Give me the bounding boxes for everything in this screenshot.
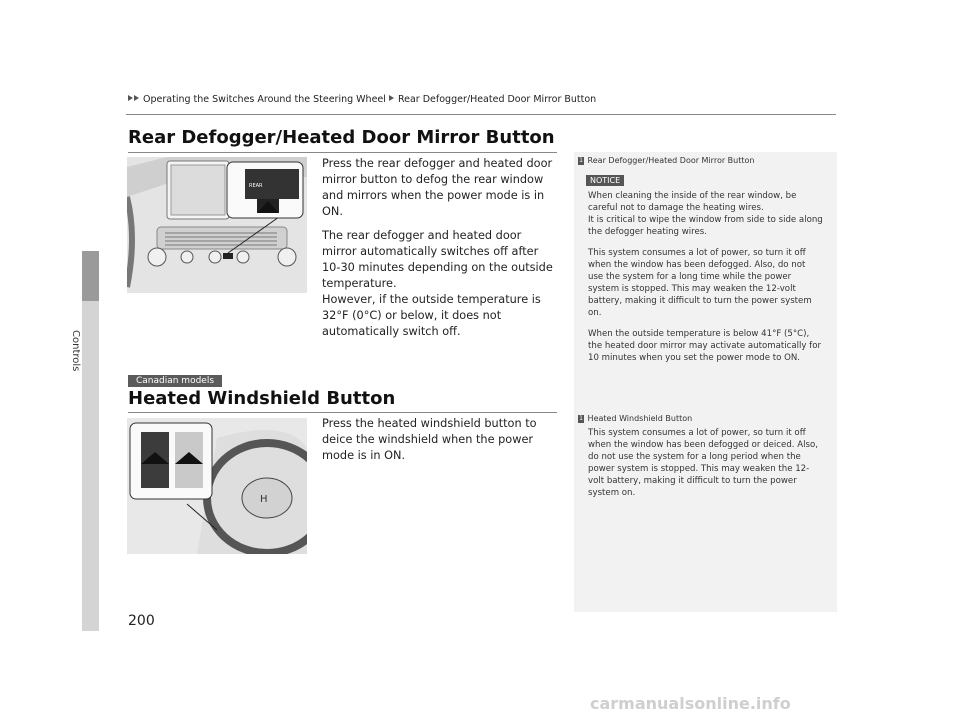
rear-button-label: REAR — [249, 183, 263, 189]
svg-text:H: H — [260, 494, 268, 505]
section-rule — [128, 152, 557, 153]
callout-title — [578, 156, 833, 165]
dashboard-illustration — [127, 157, 307, 293]
triangle-icon — [128, 95, 133, 101]
triangle-icon — [389, 95, 394, 101]
callout1-p1: When cleaning the inside of the rear window, be careful not to damage the heating wires. — [588, 191, 797, 213]
steering-wheel-photo — [127, 418, 307, 554]
side-tab-marker — [82, 251, 99, 301]
callout-heated-windshield — [578, 414, 833, 508]
section-title-rear-defogger: Rear Defogger/Heated Door Mirror Button — [128, 127, 555, 148]
section-title-heated-windshield: Heated Windshield Button — [128, 388, 396, 409]
side-tab — [82, 251, 99, 631]
notice-badge: NOTICE — [586, 175, 624, 186]
side-tab-label: Controls — [70, 330, 81, 372]
section1-body — [322, 156, 557, 348]
canadian-models-badge: Canadian models — [128, 375, 222, 387]
callout1-p3: When the outside temperature is below 41°F (5°C), the heated door mirror may activate automatically for 10 minutes when you set the power mode to ON. — [588, 329, 822, 363]
dashboard-photo — [127, 157, 307, 293]
callout-panel — [574, 152, 837, 612]
callout1-p1b: It is critical to wipe the window from side to side along the defogger heating wires. — [588, 215, 823, 237]
triangle-icon — [134, 95, 139, 101]
callout-title-text: Heated Windshield Button — [587, 414, 693, 423]
breadcrumb-part-2[interactable]: Rear Defogger/Heated Door Mirror Button — [397, 94, 597, 105]
callout-body — [578, 190, 833, 364]
callout-body — [578, 427, 833, 499]
callout-rear-defogger — [574, 152, 837, 364]
section1-para3: However, if the outside temperature is 32°F (0°C) or below, it does not automatically switch off. — [322, 293, 541, 338]
callout-title — [578, 414, 833, 423]
section-rule — [128, 412, 557, 413]
section2-para1: Press the heated windshield button to deice the windshield when the power mode is in ON. — [322, 417, 537, 462]
section1-para1: Press the rear defogger and heated door mirror button to defog the rear window and mirrors when the power mode is in ON. — [322, 157, 553, 218]
page-number: 200 — [128, 613, 155, 629]
callout2-p1: This system consumes a lot of power, so turn it off when the window has been defogged or deiced. Also, do not use the system for a long period when the power system is stopped. This may weaken the 12-volt battery, making it difficult to turn the power system on. — [588, 428, 818, 498]
steering-wheel-illustration — [127, 418, 307, 554]
breadcrumb-part-1[interactable]: Operating the Switches Around the Steering Wheel — [143, 94, 386, 105]
section1-para2: The rear defogger and heated door mirror automatically switches off after 10-30 minutes depending on the outside temperature. — [322, 229, 553, 290]
callout1-p2: This system consumes a lot of power, so turn it off when the window has been defogged. Also, do not use the system for a long time while the power system is stopped. This may weaken the 12-volt battery, making it difficult to turn the power system on. — [588, 248, 812, 318]
breadcrumb — [128, 94, 596, 105]
callout-number: 1 — [579, 415, 583, 422]
section2-body — [322, 416, 557, 472]
watermark: carmanualsonline.info — [590, 694, 791, 713]
callout-number: 1 — [579, 157, 583, 164]
callout-title-text: Rear Defogger/Heated Door Mirror Button — [587, 156, 755, 165]
header-rule — [126, 114, 836, 115]
